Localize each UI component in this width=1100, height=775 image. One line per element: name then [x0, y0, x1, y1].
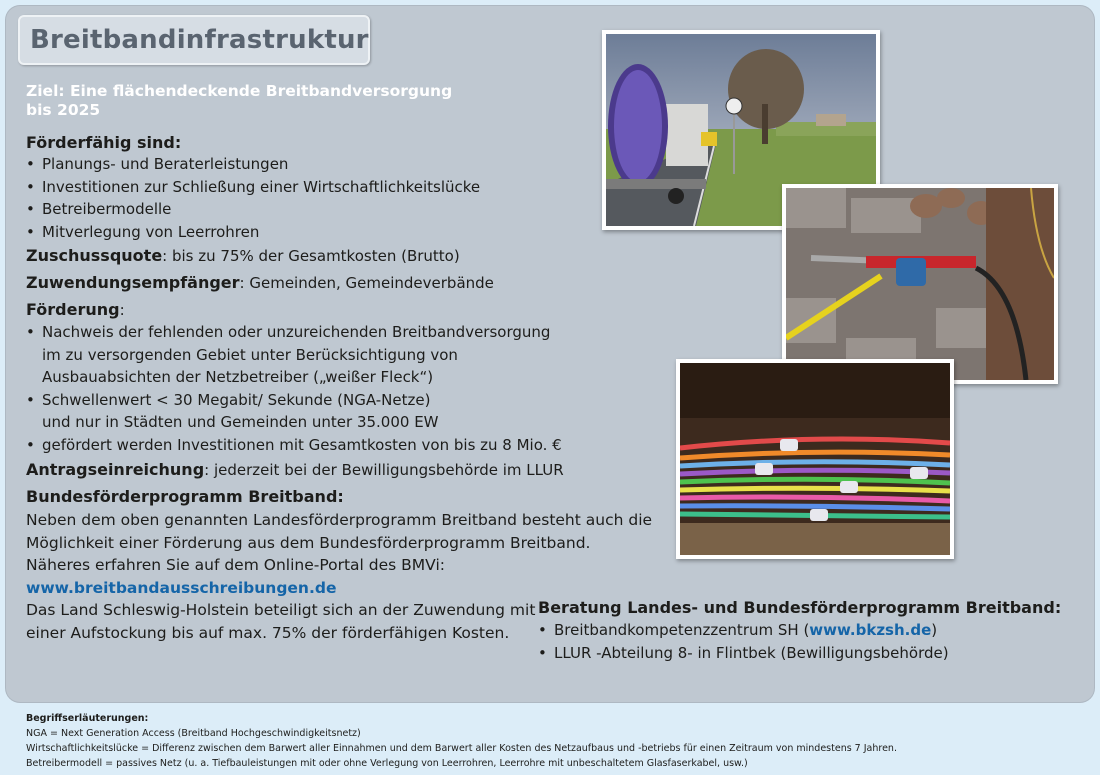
glossary-line: Betreibermodell = passives Netz (u. a. Tiefbauleistungen mit oder ohne Verlegung von Leerrohren, Leerrohre mit unbeschaltetem Glasfaserkabel, usw.) [26, 758, 748, 769]
federal-line: Möglichkeit einer Förderung aus dem Bundesförderprogramm Breitband. [26, 533, 591, 552]
list-item: • Betreibermodelle [24, 198, 480, 221]
list-item: • Planungs- und Beraterleistungen [24, 153, 480, 176]
goal-line-2: bis 2025 [26, 101, 101, 119]
subsidy-rate [26, 246, 460, 265]
list-item-line: • Nachweis der fehlenden oder unzureichenden Breitbandversorgung [42, 323, 551, 341]
federal-portal-link[interactable]: www.breitbandausschreibungen.de [26, 578, 337, 597]
advice-item-text: Breitbandkompetenzzentrum SH ( [554, 621, 810, 639]
list-item-line: Ausbauabsichten der Netzbetreiber („weißer Fleck“) [42, 368, 434, 386]
list-item [24, 434, 562, 457]
list-item-line: im zu versorgenden Gebiet unter Berücksichtigung von [42, 345, 458, 364]
application [26, 460, 564, 479]
list-item: • LLUR -Abteilung 8- in Flintbek (Bewilligungsbehörde) [536, 642, 949, 665]
application-text: : jederzeit bei der Bewilligungsbehörde im LLUR [204, 461, 564, 479]
federal-line: einer Aufstockung bis auf max. 75% der förderfähigen Kosten. [26, 623, 510, 642]
funding-list [24, 321, 562, 456]
list-item: • Mitverlegung von Leerrohren [24, 221, 480, 244]
recipients [26, 273, 494, 292]
list-item [24, 389, 562, 434]
list-item-line: • gefördert werden Investitionen mit Gesamtkosten von bis zu 8 Mio. € [42, 435, 562, 454]
goal-line-1: Ziel: Eine flächendeckende Breitbandversorgung [26, 82, 453, 100]
recipients-label: Zuwendungsempfänger [26, 273, 240, 292]
federal-heading: Bundesförderprogramm Breitband: [26, 487, 344, 506]
photo-fiber-connector-image [786, 188, 1054, 380]
advice-heading: Beratung Landes- und Bundesförderprogramm Breitband: [538, 598, 1062, 617]
glossary-line: Wirtschaftlichkeitslücke = Differenz zwischen dem Barwert aller Einnahmen und dem Barwert aller Kosten des Netzaufbaus und -betriebs für einen Zeitraum von mindestens 7 Jahren. [26, 743, 897, 754]
federal-line: Das Land Schleswig-Holstein beteiligt sich an der Zuwendung mit [26, 601, 536, 619]
glossary-heading: Begriffserläuterungen: [26, 713, 149, 724]
list-item-line: • Schwellenwert < 30 Megabit/ Sekunde (NGA-Netze) [42, 390, 431, 409]
bkzsh-link[interactable]: www.bkzsh.de [809, 621, 932, 639]
application-label: Antragseinreichung [26, 460, 205, 479]
eligible-heading: Förderfähig sind: [26, 133, 182, 152]
glossary-line: NGA = Next Generation Access (Breitband Hochgeschwindigkeitsnetz) [26, 728, 361, 739]
photo-colored-ducts [676, 359, 954, 559]
page-title: Breitbandinfrastruktur [18, 15, 370, 65]
list-item-line: und nur in Städten und Gemeinden unter 35.000 EW [42, 413, 439, 431]
recipients-text: : Gemeinden, Gemeindeverbände [239, 274, 494, 292]
federal-line: Neben dem oben genannten Landesförderprogramm Breitband besteht auch die [26, 511, 653, 529]
subsidy-rate-text: : bis zu 75% der Gesamtkosten (Brutto) [162, 247, 460, 265]
funding-heading: Förderung [26, 300, 120, 319]
eligible-list [24, 153, 480, 243]
list-item [536, 619, 949, 642]
goal-statement [26, 82, 456, 120]
photo-colored-ducts-image [680, 363, 950, 555]
funding-heading-line [26, 300, 125, 319]
list-item: • Investitionen zur Schließung einer Wirtschaftlichkeitslücke [24, 176, 480, 199]
funding-colon: : [119, 301, 125, 319]
advice-list [536, 619, 949, 664]
advice-item-text: ) [931, 621, 938, 639]
glossary [26, 711, 897, 771]
list-item [24, 321, 562, 389]
subsidy-rate-label: Zuschussquote [26, 246, 163, 265]
federal-line: Näheres erfahren Sie auf dem Online-Portal des BMVi: [26, 556, 445, 574]
photo-fiber-connector [782, 184, 1058, 384]
